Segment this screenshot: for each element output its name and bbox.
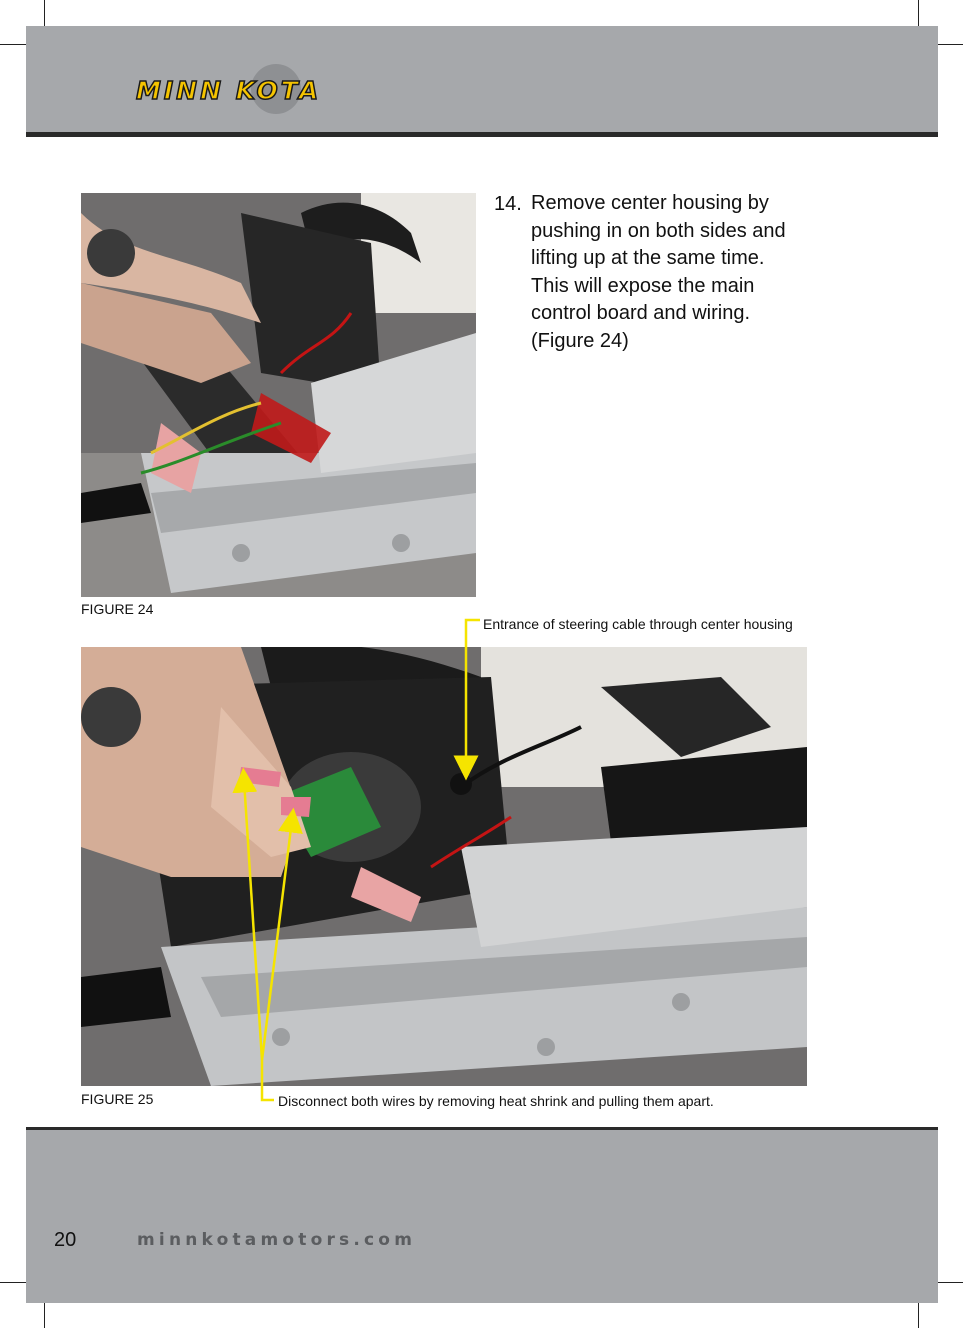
website-link[interactable]: minnkotamotors.com [137, 1230, 417, 1250]
step-instruction: Remove center housing by pushing in on both sides and lifting up at the same time. This will expose the main control board and wiring. (Figure 24) [531, 192, 786, 352]
figure-25-label: FIGURE 25 [81, 1091, 154, 1107]
step-number: 14. [494, 193, 522, 215]
brand-logo-text: MINN KOTA [136, 76, 322, 105]
footer-band [26, 1130, 938, 1303]
callout-disconnect-wires: Disconnect both wires by removing heat shrink and pulling them apart. [278, 1093, 714, 1109]
callout-steering-cable: Entrance of steering cable through center housing [483, 616, 793, 632]
figure-24-label: FIGURE 24 [81, 601, 154, 617]
page-number: 20 [54, 1229, 77, 1251]
